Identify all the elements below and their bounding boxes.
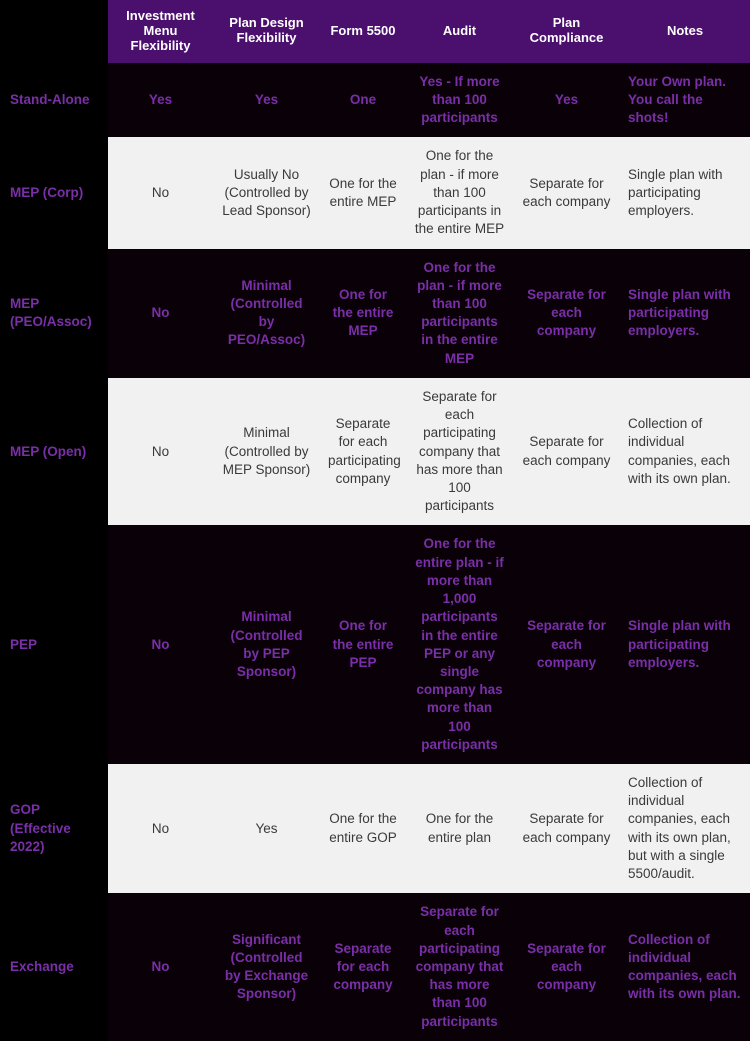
cell-notes: Your Own plan. You call the shots! <box>620 63 750 138</box>
cell-plan-design-flexibility: Yes <box>213 764 320 893</box>
cell-plan-compliance: Separate for each company <box>513 137 620 248</box>
table-row <box>0 249 750 378</box>
cell-audit: Separate for each participating company that has more than 100 participants <box>406 893 513 1041</box>
cell-plan-compliance: Separate for each company <box>513 764 620 893</box>
cell-plan-design-flexibility: Minimal (Controlled by PEP Sponsor) <box>213 525 320 764</box>
table-body <box>0 63 750 1041</box>
cell-plan-design-flexibility: Minimal (Controlled by PEO/Assoc) <box>213 249 320 378</box>
header-cell-notes: Notes <box>620 0 750 63</box>
cell-form-5500: One for the entire MEP <box>320 249 406 378</box>
table-row <box>0 893 750 1041</box>
cell-form-5500: Separate for each participating company <box>320 378 406 526</box>
table-header <box>0 0 750 63</box>
cell-investment-menu-flexibility: No <box>108 378 213 526</box>
cell-notes: Single plan with participating employers. <box>620 249 750 378</box>
cell-plan-compliance: Separate for each company <box>513 525 620 764</box>
cell-notes: Single plan with participating employers. <box>620 525 750 764</box>
cell-form-5500: One for the entire PEP <box>320 525 406 764</box>
cell-form-5500: Separate for each company <box>320 893 406 1041</box>
cell-investment-menu-flexibility: No <box>108 249 213 378</box>
cell-investment-menu-flexibility: Yes <box>108 63 213 138</box>
cell-audit: One for the plan - if more than 100 participants in the entire MEP <box>406 137 513 248</box>
row-label: MEP (Open) <box>0 378 108 526</box>
cell-plan-design-flexibility: Minimal (Controlled by MEP Sponsor) <box>213 378 320 526</box>
cell-notes: Collection of individual companies, each with its own plan. <box>620 893 750 1041</box>
cell-investment-menu-flexibility: No <box>108 764 213 893</box>
row-label: PEP <box>0 525 108 764</box>
cell-plan-design-flexibility: Yes <box>213 63 320 138</box>
cell-plan-compliance: Separate for each company <box>513 249 620 378</box>
header-cell-investment-menu-flexibility: Investment Menu Flexibility <box>108 0 213 63</box>
table-row <box>0 137 750 248</box>
header-row <box>0 0 750 63</box>
cell-form-5500: One for the entire MEP <box>320 137 406 248</box>
cell-form-5500: One for the entire GOP <box>320 764 406 893</box>
row-label: MEP (PEO/Assoc) <box>0 249 108 378</box>
cell-investment-menu-flexibility: No <box>108 525 213 764</box>
cell-investment-menu-flexibility: No <box>108 137 213 248</box>
cell-audit: Yes - If more than 100 participants <box>406 63 513 138</box>
row-label: MEP (Corp) <box>0 137 108 248</box>
cell-plan-compliance: Separate for each company <box>513 893 620 1041</box>
row-label: GOP (Effective 2022) <box>0 764 108 893</box>
cell-notes: Single plan with participating employers. <box>620 137 750 248</box>
header-cell-plan-compliance: Plan Compliance <box>513 0 620 63</box>
cell-notes: Collection of individual companies, each with its own plan. <box>620 378 750 526</box>
cell-notes: Collection of individual companies, each with its own plan, but with a single 5500/audit. <box>620 764 750 893</box>
cell-plan-compliance: Separate for each company <box>513 378 620 526</box>
header-cell-plan-design-flexibility: Plan Design Flexibility <box>213 0 320 63</box>
table-row <box>0 63 750 138</box>
header-cell-audit: Audit <box>406 0 513 63</box>
cell-audit: Separate for each participating company that has more than 100 participants <box>406 378 513 526</box>
table-row <box>0 525 750 764</box>
cell-plan-design-flexibility: Significant (Controlled by Exchange Sponsor) <box>213 893 320 1041</box>
table-row <box>0 378 750 526</box>
cell-audit: One for the entire plan - if more than 1,000 participants in the entire PEP or any single company has more than 100 participants <box>406 525 513 764</box>
header-cell-form-5500: Form 5500 <box>320 0 406 63</box>
row-label: Stand-Alone <box>0 63 108 138</box>
cell-plan-compliance: Yes <box>513 63 620 138</box>
cell-investment-menu-flexibility: No <box>108 893 213 1041</box>
cell-plan-design-flexibility: Usually No (Controlled by Lead Sponsor) <box>213 137 320 248</box>
cell-audit: One for the entire plan <box>406 764 513 893</box>
cell-audit: One for the plan - if more than 100 participants in the entire MEP <box>406 249 513 378</box>
header-cell-corner <box>0 0 108 63</box>
cell-form-5500: One <box>320 63 406 138</box>
table-row <box>0 764 750 893</box>
row-label: Exchange <box>0 893 108 1041</box>
